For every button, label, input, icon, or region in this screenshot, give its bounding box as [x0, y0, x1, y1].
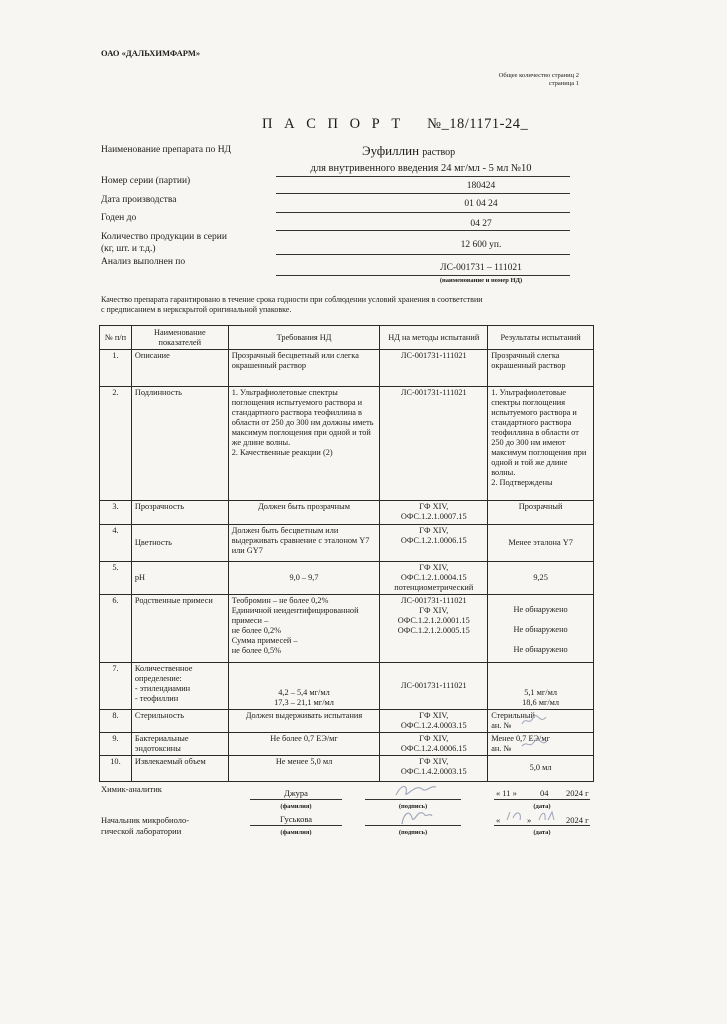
row-number: 6. — [100, 595, 132, 663]
quality-statement — [101, 295, 483, 315]
batch-value: 180424 — [466, 181, 496, 191]
drug-label: Наименование препарата по НД — [101, 145, 232, 155]
head-name: Гуськова — [279, 814, 313, 824]
caption-name: (фамилия) — [280, 803, 312, 810]
drug-line — [276, 176, 570, 177]
head-date-caption — [494, 826, 590, 836]
drug-name-text: Эуфиллин — [362, 143, 420, 158]
batch-label: Номер серии (партии) — [101, 176, 191, 186]
table-row — [100, 595, 594, 663]
row-number: 5. — [100, 562, 132, 595]
row-indicator: Цветность — [131, 525, 228, 562]
row-result: 1. Ультрафиолетовые спектры поглощения испытуемого раствора и стандартного раствора теофиллина в области от 250 до 300 нм имеют максимум поглощения при одной и той же длине волны. 2. Подтверждены — [488, 387, 594, 501]
page-number: страница 1 — [548, 80, 579, 88]
analysis-caption: (наименование и номер НД) — [439, 277, 523, 284]
row-number: 10. — [100, 755, 132, 781]
row-indicator: Прозрачность — [131, 501, 228, 525]
caption-name: (фамилия) — [280, 829, 312, 836]
chemist-signature — [392, 779, 440, 801]
row-indicator: Извлекаемый объем — [131, 755, 228, 781]
row-requirement: 1. Ультрафиолетовые спектры поглощения испытуемого раствора и стандартного раствора теофиллина в области от 250 до 300 нм должны иметь максимум поглощения при одной и той же длине волны. 2. Качественные реакции (2) — [228, 387, 380, 501]
row-number: 7. — [100, 663, 132, 710]
row-indicator: Количественное определение: - этилендиамин - теофиллин — [131, 663, 228, 710]
row-result: 5,1 мг/мл 18,6 мг/мл — [488, 663, 594, 710]
passport-title — [262, 116, 528, 133]
mfg-value: 01 04 24 — [464, 199, 498, 209]
drug-subtitle: для внутривенного введения 24 мг/мл - 5 мл №10 — [310, 163, 532, 174]
row-indicator: Бактериальные эндотоксины — [131, 732, 228, 755]
row-indicator: Описание — [131, 350, 228, 387]
row-method: ЛС-001731-111021 — [380, 350, 488, 387]
head-sign-caption — [365, 826, 461, 836]
chemist-name-caption — [250, 800, 342, 810]
handwritten-analysis-number-sterility — [520, 714, 550, 728]
row-method: ГФ XIV, ОФС.1.4.2.0003.15 — [380, 755, 488, 781]
row-result: Менее эталона Y7 — [488, 525, 594, 562]
drug-name — [362, 143, 455, 159]
quality-line-1: Качество препарата гарантировано в течение срока годности при соблюдении условий хранения в соответствии — [101, 295, 483, 304]
expiry-line — [276, 230, 570, 231]
row-number: 3. — [100, 501, 132, 525]
row-method: ЛС-001731-111021 ГФ XIV, ОФС.1.2.1.2.0001.15 ОФС.1.2.1.2.0005.15 — [380, 595, 488, 663]
mfg-label: Дата производства — [101, 195, 177, 205]
row-requirement: 4,2 – 5,4 мг/мл 17,3 – 21,1 мг/мл — [228, 663, 380, 710]
caption-date: (дата) — [533, 803, 551, 810]
caption-sign: (подпись) — [398, 803, 428, 810]
row-method: ГФ XIV, ОФС.1.2.4.0003.15 — [380, 710, 488, 733]
row-method: ГФ XIV, ОФС.1.2.1.0007.15 — [380, 501, 488, 525]
qty-line — [276, 254, 570, 255]
chemist-date-year: 2024 г — [566, 788, 589, 798]
table-row — [100, 387, 594, 501]
chemist-label: Химик-аналитик — [101, 784, 162, 794]
head-date-day-handwritten — [504, 808, 526, 824]
row-number: 1. — [100, 350, 132, 387]
row-number: 8. — [100, 710, 132, 733]
row-result: Менее 0,7 ЕЭ/мг ан. № — [488, 732, 594, 755]
chemist-date-month: 04 — [540, 788, 549, 798]
table-row — [100, 350, 594, 387]
passport-number: №_18/1171-24_ — [427, 116, 529, 132]
batch-line — [276, 193, 570, 194]
head-date-day: « — [496, 815, 501, 825]
row-requirement: 9,0 – 9,7 — [228, 562, 380, 595]
mfg-line — [276, 212, 570, 213]
header-methods: НД на методы испытаний — [380, 326, 488, 350]
row-result: Стерильный ан. № — [488, 710, 594, 733]
row-number: 9. — [100, 732, 132, 755]
company-name: ОАО «ДАЛЬХИМФАРМ» — [101, 48, 201, 58]
header-no: № п/п — [100, 326, 132, 350]
caption-sign: (подпись) — [398, 829, 428, 836]
header-requirements: Требования НД — [228, 326, 380, 350]
row-requirement: Должен быть бесцветным или выдерживать сравнение с эталоном Y7 или GY7 — [228, 525, 380, 562]
caption-date: (дата) — [533, 829, 551, 836]
qty-label-1: Количество продукции в серии — [101, 232, 227, 242]
row-requirement: Не менее 5,0 мл — [228, 755, 380, 781]
table-row — [100, 501, 594, 525]
row-result: Прозрачный слегка окрашенный раствор — [488, 350, 594, 387]
row-requirement: Должен выдерживать испытания — [228, 710, 380, 733]
row-method: ГФ XIV, ОФС.1.2.1.0006.15 — [380, 525, 488, 562]
title-label: П А С П О Р Т — [262, 116, 405, 132]
row-method: ЛС-001731-111021 — [380, 663, 488, 710]
table-row — [100, 562, 594, 595]
row-indicator: Родственные примеси — [131, 595, 228, 663]
row-requirement: Теобромин – не более 0,2% Единичной неидентифицированной примеси – не более 0,2% Сумма примесей – не более 0,5% — [228, 595, 380, 663]
head-date-month-handwritten — [536, 808, 558, 824]
page-count — [488, 72, 579, 88]
total-pages: Общее количество страниц 2 — [498, 72, 579, 79]
qty-value: 12 600 уп. — [460, 240, 502, 250]
row-result: 9,25 — [488, 562, 594, 595]
row-indicator: Подлинность — [131, 387, 228, 501]
header-results: Результаты испытаний — [488, 326, 594, 350]
row-requirement: Должен быть прозрачным — [228, 501, 380, 525]
table-row — [100, 525, 594, 562]
row-indicator: Стерильность — [131, 710, 228, 733]
row-method: ГФ XIV, ОФС.1.2.4.0006.15 — [380, 732, 488, 755]
chemist-name: Джура — [284, 788, 308, 798]
head-label-1: Начальник микробиоло- — [101, 815, 190, 825]
analysis-label: Анализ выполнен по — [101, 257, 186, 267]
quality-line-2: с предписанием в неркскрытой оригинальной упаковке. — [101, 305, 292, 314]
analysis-value: ЛС-001731 – 111021 — [440, 263, 522, 273]
row-number: 2. — [100, 387, 132, 501]
table-header-row — [100, 326, 594, 350]
row-requirement: Прозрачный бесцветный или слегка окрашенный раствор — [228, 350, 380, 387]
row-indicator: pH — [131, 562, 228, 595]
head-label-2: гической лаборатории — [101, 826, 182, 836]
row-method: ЛС-001731-111021 — [380, 387, 488, 501]
head-date-year: 2024 г — [566, 815, 589, 825]
header-indicator: Наименование показателей — [131, 326, 228, 350]
table-row — [100, 663, 594, 710]
qty-label-2: (кг, шт. и т.д.) — [101, 244, 156, 254]
head-date-day-close: » — [527, 815, 532, 825]
head-name-caption — [250, 826, 342, 836]
row-result: 5,0 мл — [488, 755, 594, 781]
expiry-value: 04 27 — [470, 219, 492, 229]
chemist-date-day: « 11 » — [496, 788, 517, 798]
row-method: ГФ XIV, ОФС.1.2.1.0004.15 потенциометрический — [380, 562, 488, 595]
row-result: Не обнаружено Не обнаружено Не обнаружено — [488, 595, 594, 663]
row-result: Прозрачный — [488, 501, 594, 525]
row-number: 4. — [100, 525, 132, 562]
row-requirement: Не более 0,7 ЕЭ/мг — [228, 732, 380, 755]
table-row — [100, 755, 594, 781]
drug-form: раствор — [422, 147, 456, 158]
analysis-line — [276, 275, 570, 276]
handwritten-analysis-number-endotoxins — [520, 737, 550, 751]
expiry-label: Годен до — [101, 213, 137, 223]
